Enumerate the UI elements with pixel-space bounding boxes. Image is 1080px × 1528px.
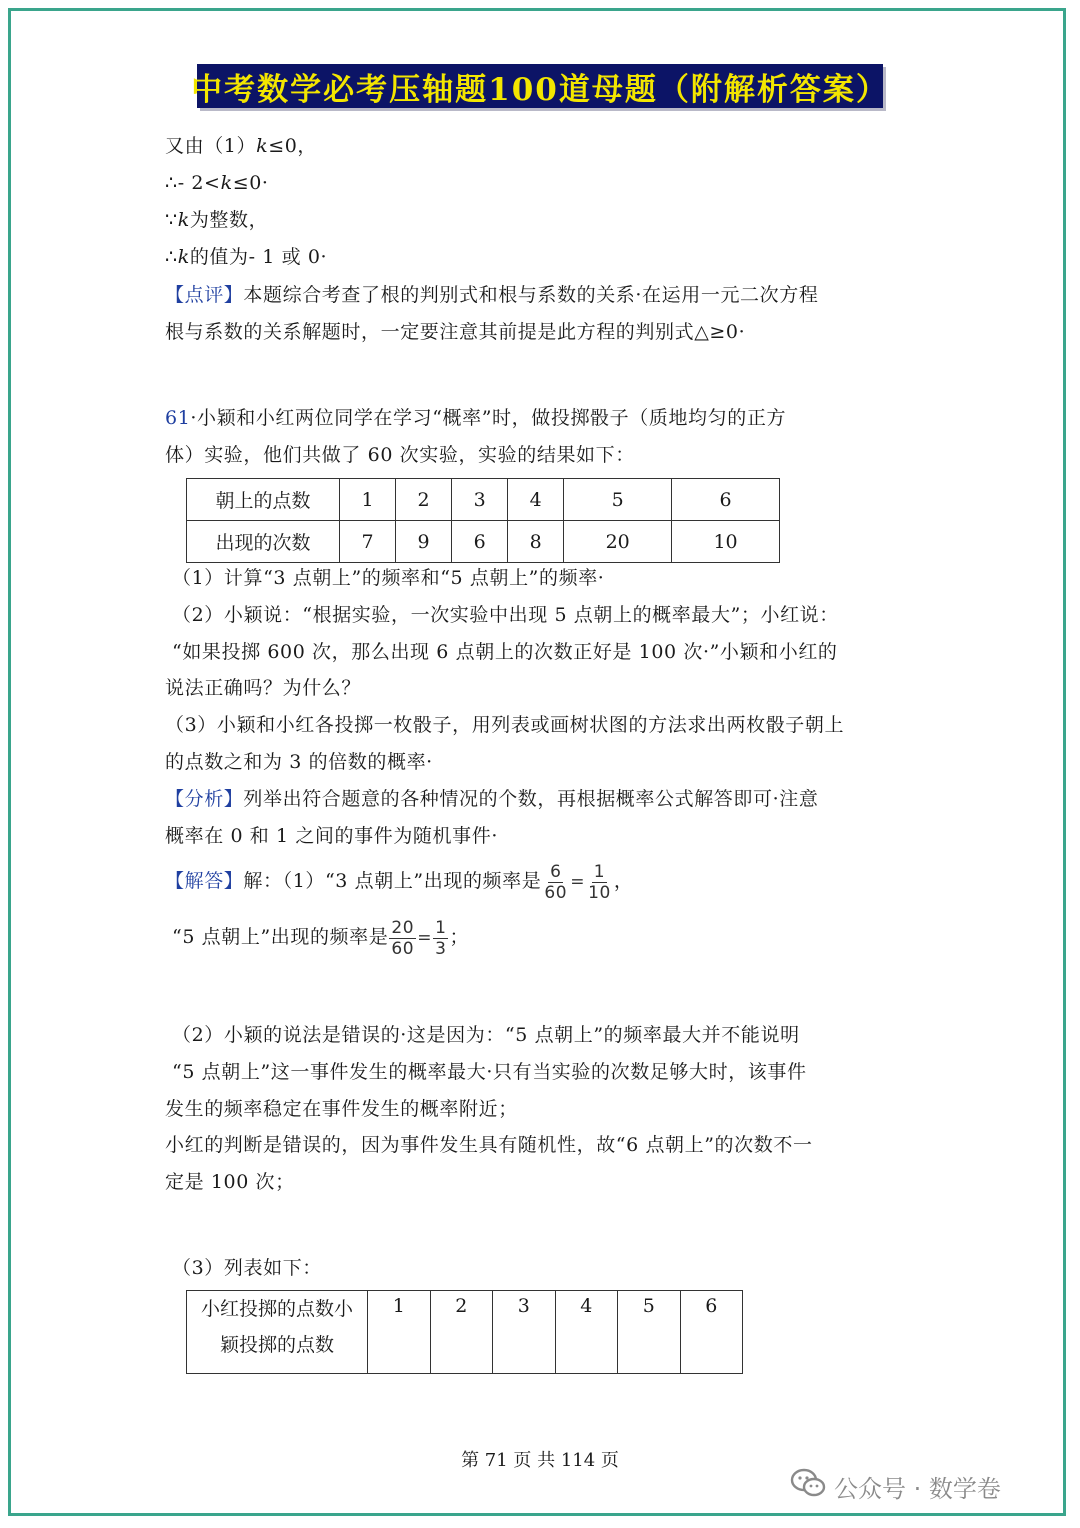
fraction: $\frac{1}{3}$: [435, 917, 447, 959]
table-cell: 6: [680, 1291, 743, 1374]
fraction: $\frac{1}{10}$: [588, 861, 611, 903]
row-header: 朝上的点数: [187, 479, 340, 521]
table-cell: 8: [508, 521, 564, 563]
table-row: [187, 1291, 743, 1374]
table-cell: 2: [430, 1291, 493, 1374]
watermark: [790, 1466, 1001, 1506]
table-cell: 3: [452, 479, 508, 521]
question-2-line-3: 说法正确吗？为什么？: [165, 677, 362, 699]
table-cell: 2: [396, 479, 452, 521]
question-1: （1）计算“3 点朝上”的频率和“5 点朝上”的频率·: [172, 567, 605, 589]
table-cell: 7: [340, 521, 396, 563]
answer-part2-line-4: 小红的判断是错误的，因为事件发生具有随机性，故“6 点朝上”的次数不一: [165, 1134, 813, 1156]
answer-line-1: 【解答】解：（1）“3 点朝上”出现的频率是 $\frac{6}{60}$ = $\frac{1}{10}$ ，: [165, 861, 634, 903]
sum-table: [186, 1290, 743, 1374]
wechat-icon: [790, 1468, 826, 1504]
table-cell: 1: [368, 1291, 431, 1374]
table-cell: 5: [618, 1291, 681, 1374]
comment-tag: 【点评】: [165, 284, 244, 306]
question-2-line-2: “如果投掷 600 次，那么出现 6 点朝上的次数正好是 100 次·”小颖和小红的: [172, 641, 838, 663]
table-cell: 5: [564, 479, 672, 521]
table-cell: 4: [555, 1291, 618, 1374]
row-header: 出现的次数: [187, 521, 340, 563]
fraction: $\frac{6}{60}$: [544, 861, 568, 903]
dice-results-table: [186, 478, 780, 563]
answer-part2-line-3: 发生的频率稳定在事件发生的概率附近；: [165, 1098, 518, 1120]
comment-line-2: 根与系数的关系解题时，一定要注意其前提是此方程的判别式△≥0·: [165, 321, 746, 343]
comment-line-1: 【点评】本题综合考查了根的判别式和根与系数的关系·在运用一元二次方程: [165, 284, 819, 306]
table-cell: 20: [564, 521, 672, 563]
analysis-line-1: 【分析】列举出符合题意的各种情况的个数，再根据概率公式解答即可·注意: [165, 788, 819, 810]
answer-line-2: “5 点朝上”出现的频率是 $\frac{20}{60}$ = $\frac{1}{3}$ ；: [172, 917, 470, 959]
table-cell: 6: [452, 521, 508, 563]
analysis-line-2: 概率在 0 和 1 之间的事件为随机事件·: [165, 825, 498, 847]
analysis-tag: 【分析】: [165, 788, 244, 810]
table-cell: 6: [672, 479, 780, 521]
answer-tag: 【解答】: [165, 870, 244, 892]
answer-part2-line-1: （2）小颖的说法是错误的·这是因为：“5 点朝上”的频率最大并不能说明: [172, 1024, 800, 1046]
prev-solution-line-3: ∵k为整数，: [165, 209, 269, 231]
table-cell: 9: [396, 521, 452, 563]
question-2-line-1: （2）小颖说：“根据实验，一次实验中出现 5 点朝上的概率最大”；小红说：: [172, 604, 839, 626]
table-row: [187, 479, 780, 521]
answer-part2-line-2: “5 点朝上”这一事件发生的概率最大·只有当实验的次数足够大时，该事件: [172, 1061, 807, 1083]
problem-number: 61: [165, 407, 191, 429]
fraction: $\frac{20}{60}$: [391, 917, 415, 959]
watermark-text: 公众号 · 数学卷: [834, 1474, 1001, 1503]
table-row: [187, 521, 780, 563]
table-cell: 1: [340, 479, 396, 521]
answer-part2-line-5: 定是 100 次；: [165, 1171, 295, 1193]
question-3-line-2: 的点数之和为 3 的倍数的概率·: [165, 751, 433, 773]
prev-solution-line-4: ∴k的值为- 1 或 0·: [165, 246, 328, 268]
table-cell: 10: [672, 521, 780, 563]
problem-stem-line-2: 体）实验，他们共做了 60 次实验，实验的结果如下：: [165, 444, 635, 466]
title-banner: [191, 64, 889, 108]
table-cell: 4: [508, 479, 564, 521]
corner-header: 小红投掷的点数小 颖投掷的点数: [187, 1291, 368, 1374]
problem-stem-line-1: 61·小颖和小红两位同学在学习“概率”时，做投掷骰子（质地均匀的正方: [165, 407, 787, 429]
page-number: 第 71 页 共 114 页: [461, 1450, 619, 1471]
prev-solution-line-1: 又由（1）k≤0，: [165, 135, 318, 157]
page-title: 中考数学必考压轴题100道母题（附解析答案）: [191, 71, 889, 108]
prev-solution-line-2: ∴- 2<k≤0·: [165, 172, 269, 194]
answer-part3-line-1: （3）列表如下：: [172, 1257, 322, 1279]
question-3-line-1: （3）小颖和小红各投掷一枚骰子，用列表或画树状图的方法求出两枚骰子朝上: [165, 714, 845, 736]
table-cell: 3: [493, 1291, 556, 1374]
